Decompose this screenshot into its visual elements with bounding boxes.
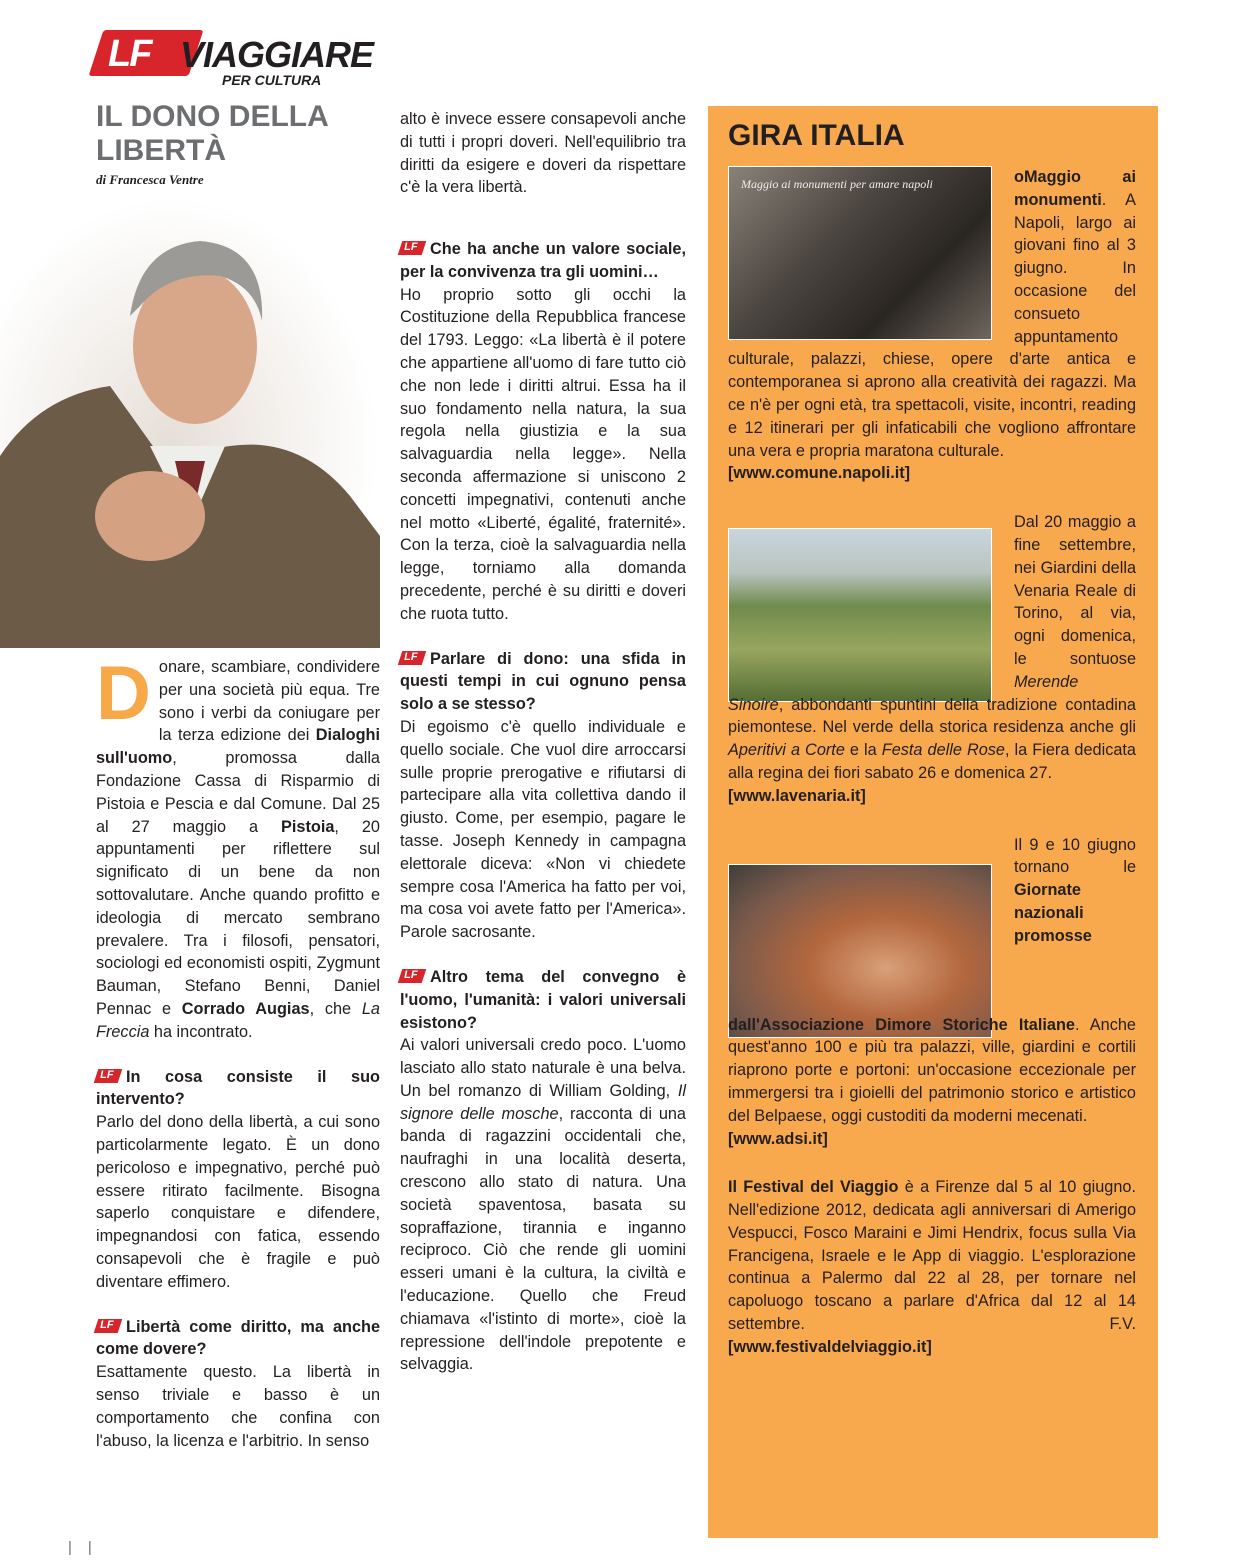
page-footer bbox=[60, 1538, 100, 1558]
lf-question-icon bbox=[94, 1319, 123, 1333]
lf-question-icon bbox=[398, 651, 427, 665]
venaria-link: [www.lavenaria.it] bbox=[728, 786, 866, 805]
answer-4: Di egoismo c'è quello individuale e quello sociale. Che vuol dire arroccarsi sulle proprie prerogative e rifiutarsi di partecipare alla vita collettiva dando il giusto. Come, per esempio, pagare le tasse. Joseph Kennedy in campagna elettorale diceva: «Non vi chiedete sempre cosa l'America ha fatto per voi, ma cosa voi avete fatto per l'America». Parole sacrosante. bbox=[400, 717, 686, 942]
festival-title: Il Festival del Viaggio bbox=[728, 1178, 899, 1197]
festival-text: è a Firenze dal 5 al 10 giugno. Nell'edizione 2012, dedicata agli anniversari di Amerigo Vespucci, Fosco Maraini e Jimi Hendrix, focus sulla Via Francigena, Israele e le App di viaggio. L'esplorazione continua a Palermo dal 22 al 28, per tornare nel capoluogo toscano a parlare d'Africa dal 12 al 14 settembre. bbox=[728, 1178, 1136, 1334]
portrait-photo bbox=[0, 196, 380, 648]
venaria-text-c: , abbondanti spuntini della tradizione contadina piemontese. Nel verde della storica residenza anche gli bbox=[728, 695, 1136, 737]
answer-2: Esattamente questo. La libertà in senso triviale e basso è un comportamento che confina con l'abuso, la licenza e l'arbitrio. In senso bbox=[96, 1363, 380, 1450]
article-title: IL DONO DELLA LIBERTÀ bbox=[96, 100, 328, 167]
answer-3: Ho proprio sotto gli occhi la Costituzione della Repubblica francese del 1793. Leggo: «La libertà è il potere che appartiene all'uomo di fare tutto ciò che non lede i diritti altrui. Essa ha il suo fondamento nella natura, la sua regola nella giustizia e la sua salvaguardia nella legge». Nella seconda affermazione si uniscono 2 concetti impegnativi, contenuti anche nel motto «Liberté, égalité, fraternité». Con la terza, cioè la salvaguardia nella legge, torniamo alla domanda precedente, perché è su diritti e doveri che ruota tutto. bbox=[400, 285, 686, 623]
venaria-text-f: Festa delle Rose bbox=[881, 741, 1005, 760]
venaria-text-d: Aperitivi a Corte bbox=[728, 741, 845, 760]
logo-lf: LF bbox=[108, 33, 151, 75]
sidebar-text-flow bbox=[728, 166, 1136, 1359]
photo-spacer bbox=[728, 166, 992, 346]
question-4: LFParlare di dono: una sfida in questi tempi in cui ognuno pensa solo a se stesso? bbox=[400, 648, 686, 716]
footer-separator: | bbox=[87, 1539, 92, 1556]
photo-spacer bbox=[728, 511, 992, 691]
article-column-1 bbox=[96, 651, 380, 1452]
sidebar-item-napoli-title: oMaggio ai monumenti bbox=[1014, 168, 1136, 209]
article-byline: di Francesca Ventre bbox=[96, 172, 204, 187]
question-5: LFAltro tema del convegno è l'uomo, l'umanità: i valori universali esistono? bbox=[400, 966, 686, 1034]
photo-spacer bbox=[728, 834, 992, 1014]
adsi-text-c: . Anche quest'anno 100 e più tra palazzi, ville, giardini e cortili riaprono porte e portoni: un'occasione eccezionale per immergersi tra i gioielli del patrimonio storico e artistico del Belpaese, oggi custoditi da moderni mecenati. bbox=[728, 1015, 1136, 1125]
sidebar-item-napoli-text: . A Napoli, largo ai giovani fino al 3 giugno. In occasione del consueto appuntamento culturale, palazzi, chiese, opere d'arte antica e contemporanea si aprono alla creatività dei ragazzi. Ma ce n'è per ogni età, tra spettacoli, visite, incontri, reading e 12 itinerari per gli infaticabili che vogliono affrontare una vera e propria maratona culturale. bbox=[728, 190, 1136, 460]
article-intro: Donare, scambiare, condividere per una società più equa. Tre sono i verbi da coniugare per la terza edizione dei Dialoghi sull'uomo, promossa dalla Fondazione Cassa di Risparmio di Pistoia e Pescia e dal Comune. Dal 25 al 27 maggio a Pistoia, 20 appuntamenti per riflettere sul significato di un bene da non sottovalutare. Anche quando profitto e ideologia di mercato sembrano prevalere. Tra i filosofi, pensatori, sociologi ed economisti ospiti, Zygmunt Bauman, Stefano Benni, Daniel Pennac e Corrado Augias, che La Freccia ha incontrato. bbox=[96, 651, 380, 1041]
question-3: LFChe ha anche un valore sociale, per la convivenza tra gli uomini… bbox=[400, 238, 686, 284]
photo-caption: Maggio ai monumenti per amare napoli bbox=[741, 177, 933, 191]
article-column-2 bbox=[400, 108, 686, 1376]
adsi-text-a: Il 9 e 10 giugno tornano le bbox=[1014, 835, 1136, 877]
adsi-text-b: Giornate nazionali promosse dall'Associazione Dimore Storiche Italiane bbox=[728, 881, 1092, 1034]
venaria-text-g: , la Fiera dedicata alla regina dei fiori sabato 26 e domenica 27. bbox=[728, 741, 1136, 782]
lf-question-icon bbox=[398, 241, 427, 255]
sidebar-item-adsi bbox=[728, 834, 1136, 1128]
napoli-link: [www.comune.napoli.it] bbox=[728, 464, 911, 483]
sidebar-title: GIRA ITALIA bbox=[728, 119, 905, 152]
answer-2-continued: alto è invece essere consapevoli anche di tutti i propri doveri. Nell'equilibrio tra diritti da esigere e doveri da rispettare c'è la vera libertà. bbox=[400, 110, 686, 197]
venaria-text-e: e la bbox=[844, 741, 882, 760]
lf-question-icon bbox=[94, 1069, 123, 1083]
festival-signature: F.V. bbox=[1109, 1315, 1136, 1334]
footer-separator: | bbox=[68, 1539, 72, 1556]
answer-1: Parlo del dono della libertà, a cui sono particolarmente legato. È un dono pericoloso e impegnativo, perché può essere ritirato facilmente. Bisogna saperlo conquistare e difendere, impegnandosi con fatica, essendo consapevoli che è fragile e può diventare effimero. bbox=[96, 1113, 380, 1291]
venaria-text-a: Dal 20 maggio a fine settembre, nei Giardini della Venaria Reale di Torino, al via, ogni domenica, le sontuose bbox=[1014, 513, 1136, 668]
section-logo-subtitle: PER CULTURA bbox=[222, 72, 322, 88]
sidebar-item-venaria bbox=[728, 511, 1136, 785]
lf-question-icon bbox=[398, 969, 427, 983]
sidebar-item-festival bbox=[728, 1176, 1136, 1336]
portrait-illustration bbox=[0, 196, 380, 648]
adsi-link: [www.adsi.it] bbox=[728, 1129, 828, 1148]
section-logo-title: VIAGGIARE bbox=[180, 34, 374, 75]
question-2: LFLibertà come diritto, ma anche come dovere? bbox=[96, 1316, 380, 1362]
drop-cap: D bbox=[96, 651, 151, 736]
venaria-text-b: Merende Sinoire bbox=[728, 672, 1079, 714]
question-1: LFIn cosa consiste il suo intervento? bbox=[96, 1066, 380, 1112]
sidebar-item-napoli bbox=[728, 166, 1136, 462]
festival-link: [www.festivaldelviaggio.it] bbox=[728, 1337, 932, 1356]
answer-5: Ai valori universali credo poco. L'uomo lasciato allo stato naturale è una belva. Un bel romanzo di William Golding, Il signore delle mosche, racconta di una banda di ragazzini occidentali che, naufraghi in una località deserta, crescono allo stato di natura. Una società spaventosa, basata su sopraffazione, tirannia e inganno reciproco. Ciò che rende gli uomini esseri umani è la cultura, la civiltà e l'educazione. Quello che Freud chiamava «l'istinto di morte», cioè la repressione dell'indole prepotente e selvaggia. bbox=[400, 1036, 686, 1374]
